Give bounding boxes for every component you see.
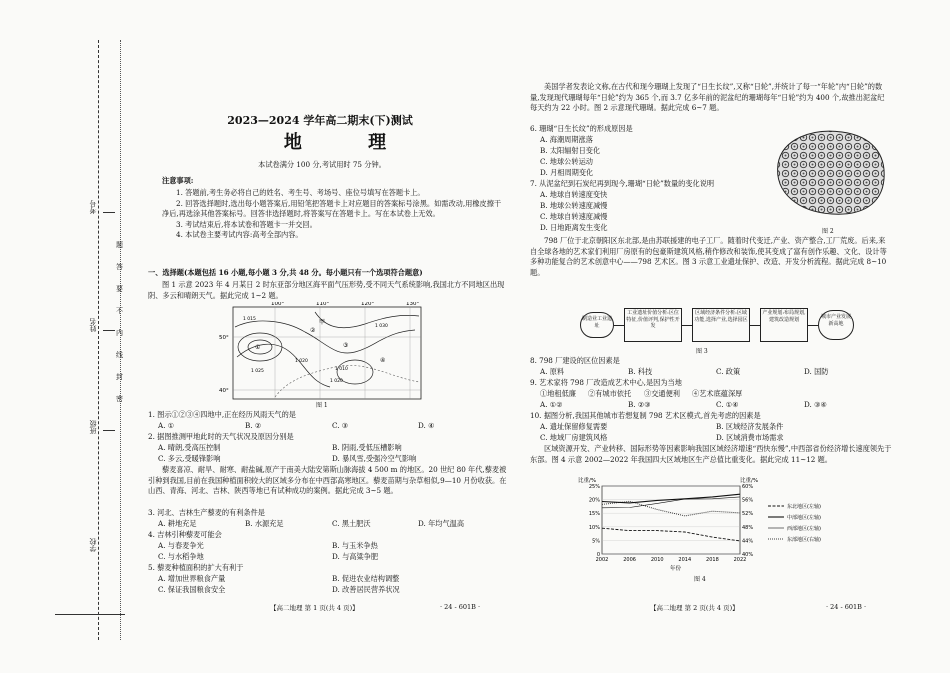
y-right-tick-label: 40% bbox=[742, 552, 754, 558]
x-tick-label: 2010 bbox=[650, 557, 664, 563]
y-right-tick-label: 56% bbox=[742, 497, 754, 504]
intro-q6-7: 美国学者发表论文称,在古代和现今珊瑚上发现了“日生长纹”,又称“日轮”,并统计了每一“年轮”内“日轮”的数量,发现现代珊瑚每年“日轮”约为 365 个,而 3.7 亿多年前的泥盆纪的珊瑚每年“日轮”约为 400 个,故推出泥盆纪每天约为 22 小时。图 2 示意现代珊瑚。据此完成 6~7 题。 bbox=[530, 82, 885, 113]
q1-option-b[interactable]: B. ② bbox=[245, 421, 262, 430]
q4-option-a[interactable]: A. 与春麦争光 bbox=[158, 541, 204, 550]
x-tick-label: 2018 bbox=[706, 557, 719, 563]
x-tick-label: 2006 bbox=[623, 557, 636, 563]
q10-option-a[interactable]: A. 遗址保留修复需要 bbox=[540, 422, 608, 431]
score-note: 本试卷满分 100 分,考试用时 75 分钟。 bbox=[258, 160, 386, 169]
notice-item: 1. 答题前,考生务必将自己的姓名、考生号、考场号、座位号填写在答题卡上。 bbox=[176, 188, 425, 197]
q9-option-d[interactable]: D. ③④ bbox=[804, 400, 827, 409]
flow-node-start: 制造业工业遗址 bbox=[580, 312, 614, 338]
legend-label: 中部地区(左轴) bbox=[787, 515, 821, 521]
isobar-value: 1 020 bbox=[295, 359, 308, 364]
q10-option-d[interactable]: D. 区域消费市场需求 bbox=[716, 433, 784, 442]
question-2: 2. 据图推测甲地此时的天气状况及原因分别是 bbox=[148, 432, 294, 441]
subject-title: 地 理 bbox=[283, 132, 417, 153]
question-4: 4. 吉林引种藜麦可能会 bbox=[148, 530, 222, 539]
q3-option-b[interactable]: B. 水源充足 bbox=[245, 519, 284, 528]
section-heading: 一、选择题(本题包括 16 小题,每小题 3 分,共 48 分。每小题只有一个选项符合题意) bbox=[148, 268, 423, 277]
question-1: 1. 图示①②③④四地中,正在经历风雨天气的是 bbox=[148, 410, 296, 419]
figure-3-flowchart bbox=[580, 308, 860, 344]
q4-option-b[interactable]: B. 与玉米争热 bbox=[332, 541, 378, 550]
q7-option-c[interactable]: C. 地球自转速度减慢 bbox=[540, 212, 608, 221]
question-9: 9. 艺术家将 798 厂改造成艺术中心,是因为当地 bbox=[530, 378, 682, 387]
q2-option-c[interactable]: C. 多云,受暖锋影响 bbox=[158, 454, 221, 463]
class-label: 班级 bbox=[89, 420, 97, 434]
seal-line-char: 线 bbox=[116, 351, 123, 359]
q8-option-b[interactable]: B. 科技 bbox=[628, 367, 653, 376]
question-7: 7. 从泥盆纪到石炭纪再到现今,珊瑚“日轮”数量的变化说明 bbox=[530, 179, 715, 188]
page-1-code: · 24 - 601B · bbox=[440, 603, 481, 611]
flow-arrow bbox=[808, 325, 818, 326]
page-2-footer: 【高二地理 第 2 页(共 4 页)】 bbox=[650, 604, 739, 612]
station-marker: ④ bbox=[380, 357, 386, 364]
lon-label: 100° bbox=[271, 302, 285, 307]
exam-number-label: 考号 bbox=[89, 200, 97, 214]
q7-option-d[interactable]: D. 日地距离发生变化 bbox=[540, 223, 608, 232]
notice-item: 4. 本试卷主要考试内容:高考全部内容。 bbox=[176, 230, 303, 240]
q2-option-d[interactable]: D. 暴风雪,受强冷空气影响 bbox=[332, 454, 417, 463]
figure-2-caption: 图 2 bbox=[822, 228, 834, 235]
figure-2-coral-image bbox=[772, 124, 890, 224]
q9-item-2: ②有城市依托 bbox=[588, 389, 632, 398]
x-axis-label: 年份 bbox=[670, 566, 682, 572]
question-10: 10. 据图分析,我国其他城市若想复制 798 艺术区模式,首先考虑的因素是 bbox=[530, 411, 761, 420]
q7-option-b[interactable]: B. 地球公转速度减慢 bbox=[540, 201, 608, 210]
exam-number-blank bbox=[103, 212, 115, 213]
figure-3-caption: 图 3 bbox=[696, 348, 708, 355]
q3-option-a[interactable]: A. 耕地充足 bbox=[158, 519, 197, 528]
question-6: 6. 珊瑚“日生长纹”的形成原因是 bbox=[530, 124, 633, 133]
q4-option-c[interactable]: C. 与水稻争地 bbox=[158, 552, 204, 561]
lat-label: 50° bbox=[219, 335, 229, 341]
x-tick-label: 2022 bbox=[733, 557, 747, 563]
isobar-value: 1 020 bbox=[330, 379, 343, 384]
seal-line-char: 题 bbox=[116, 241, 123, 249]
lon-label: 110° bbox=[316, 302, 330, 307]
series-line bbox=[602, 501, 740, 516]
seal-line-char: 不 bbox=[116, 307, 123, 315]
school-label: 学校 bbox=[89, 538, 97, 552]
question-8: 8. 798 厂建设的区位因素是 bbox=[530, 356, 620, 365]
binding-line bbox=[98, 40, 99, 640]
flow-node-economic-analysis: 区域经济条件分析:区域功能,选择产业,选择园区 bbox=[692, 308, 750, 342]
q2-option-b[interactable]: B. 阴雨,受低压槽影响 bbox=[332, 443, 402, 452]
class-blank bbox=[103, 430, 115, 431]
y-left-tick-label: 5% bbox=[592, 538, 600, 545]
q3-option-d[interactable]: D. 年均气温高 bbox=[418, 519, 465, 528]
q9-option-b[interactable]: B. ②③ bbox=[628, 400, 651, 409]
name-label: 姓名 bbox=[89, 318, 97, 332]
figure-4-line-chart bbox=[572, 474, 862, 572]
intro-q1-2: 图 1 示意 2023 年 4 月某日 2 时东亚部分地区海平面气压形势,受不同天气系统影响,我国北方不同地区出现阴、多云和晴朗天气。据此完成 1~2 题。 bbox=[148, 280, 505, 300]
y-axis-left-label: 比重/% bbox=[578, 478, 597, 484]
station-marker: ③ bbox=[343, 342, 349, 349]
seal-line-char: 封 bbox=[116, 373, 123, 381]
exam-title: 2023—2024 学年高二期末(下)测试 bbox=[227, 114, 413, 127]
y-right-tick-label: 48% bbox=[742, 524, 754, 531]
figure-1-caption: 图 1 bbox=[316, 402, 328, 409]
flow-arrow bbox=[750, 325, 760, 326]
notice-heading: 注意事项: bbox=[162, 176, 194, 185]
margin-rule bbox=[55, 614, 125, 615]
figure-1-isobar-map bbox=[215, 302, 425, 404]
y-left-tick-label: 0 bbox=[596, 552, 600, 558]
y-left-tick-label: 20% bbox=[588, 497, 600, 504]
q1-option-c[interactable]: C. ③ bbox=[332, 421, 349, 430]
station-marker: ② bbox=[310, 327, 316, 334]
q9-item-1: ①地租低廉 bbox=[540, 389, 576, 398]
q9-option-c[interactable]: C. ①④ bbox=[716, 400, 739, 409]
q2-option-a[interactable]: A. 晴朗,受高压控制 bbox=[158, 443, 221, 452]
legend-label: 东北地区(左轴) bbox=[787, 504, 821, 510]
y-axis-right-label: 比重/% bbox=[740, 478, 759, 484]
legend-label: 东部地区(右轴) bbox=[787, 537, 821, 543]
seal-line-char: 答 bbox=[116, 263, 123, 271]
q5-option-c[interactable]: C. 保证我国粮食安全 bbox=[158, 585, 226, 594]
flow-arrow bbox=[614, 325, 624, 326]
y-left-tick-label: 10% bbox=[588, 524, 600, 531]
intro-q3-5: 藜麦喜凉、耐旱、耐寒、耐盐碱,原产于南美大陆安第斯山脉海拔 4 500 m 的地区。20 世纪 80 年代,藜麦被引种到我国,目前在我国种植面积较大的区域多分布在中西部高寒地区。藜麦苗期与杂草相似,9—10 月份收获。在山西、青海、河北、吉林、陕西等地已有试种成功的案例。据此完成 3~5 题。 bbox=[148, 465, 507, 496]
notice-item: 3. 考试结束后,将本试卷和答题卡一并交回。 bbox=[176, 219, 317, 229]
lon-label: 120° bbox=[361, 302, 375, 307]
legend-label: 西部地区(左轴) bbox=[787, 526, 821, 532]
q5-option-a[interactable]: A. 增加世界粮食产量 bbox=[158, 574, 226, 583]
q6-option-b[interactable]: B. 太阳辐射日变化 bbox=[540, 146, 601, 155]
q10-option-b[interactable]: B. 区域经济发展条件 bbox=[716, 422, 784, 431]
lon-label: 130° bbox=[406, 302, 420, 307]
isobar-value: 1 025 bbox=[251, 369, 264, 374]
question-5: 5. 藜麦种植面积的扩大有利于 bbox=[148, 563, 244, 572]
q6-option-c[interactable]: C. 地球公转运动 bbox=[540, 157, 593, 166]
intro-q8-10: 798 厂位于北京朝阳区东北部,是由苏联援建的电子工厂。随着时代变迁,产业、资产整合,工厂荒废。后来,来自全球各地的艺术家们利用厂房原有的包豪斯建筑风格,稍作修改和装饰,使其变成了富有创作乐趣、文化、设计等多种功能复合的艺术创意中心——798 艺术区。图 3 示意工业遗址保护、改造、开发分析流程。据此完成 8~10 题。 bbox=[530, 236, 889, 277]
isobar-value: 1 010 bbox=[335, 367, 348, 372]
seal-line-char: 密 bbox=[116, 395, 123, 403]
q10-option-c[interactable]: C. 地域厂房建筑风格 bbox=[540, 433, 608, 442]
y-right-tick-label: 60% bbox=[742, 484, 754, 490]
page-2-code: · 24 - 601B · bbox=[826, 603, 867, 611]
q7-option-a[interactable]: A. 地球自转速度变快 bbox=[540, 190, 608, 199]
q9-item-4: ④艺术底蕴深厚 bbox=[692, 389, 743, 398]
station-marker: ① bbox=[255, 344, 261, 351]
lat-label: 40° bbox=[219, 388, 229, 394]
x-tick-label: 2014 bbox=[678, 557, 692, 563]
q4-option-d[interactable]: D. 与高粱争肥 bbox=[332, 552, 379, 561]
notice-list bbox=[162, 188, 502, 241]
isobar-value: 1 030 bbox=[375, 324, 388, 329]
q6-option-a[interactable]: A. 海潮周期涨落 bbox=[540, 135, 593, 144]
q8-option-d[interactable]: D. 国防 bbox=[804, 367, 829, 376]
isobar-value: 1 015 bbox=[243, 317, 256, 322]
name-blank bbox=[103, 330, 115, 331]
y-right-tick-label: 44% bbox=[742, 538, 754, 545]
seal-line bbox=[120, 40, 121, 640]
q9-option-a[interactable]: A. ①② bbox=[540, 400, 563, 409]
flow-node-planning: 产业规划:布局规划,建筑改造规划 bbox=[760, 308, 808, 342]
figure-4-caption: 图 4 bbox=[694, 576, 706, 583]
notice-item: 2. 回答选择题时,选出每小题答案后,用铅笔把答题卡上对应题目的答案标号涂黑。如需改动,用橡皮擦干净后,再选涂其他答案标号。回答非选择题时,将答案写在答题卡上。写在本试卷上无效。 bbox=[162, 198, 502, 219]
y-right-tick-label: 52% bbox=[742, 511, 754, 518]
q1-option-d[interactable]: D. ④ bbox=[418, 421, 435, 430]
q8-option-c[interactable]: C. 政策 bbox=[716, 367, 741, 376]
page-1-footer: 【高二地理 第 1 页(共 4 页)】 bbox=[270, 604, 359, 612]
x-tick-label: 2002 bbox=[595, 557, 609, 563]
y-left-tick-label: 25% bbox=[588, 484, 600, 490]
series-line bbox=[602, 528, 740, 541]
q5-option-b[interactable]: B. 促进农业结构调整 bbox=[332, 574, 400, 583]
y-left-tick-label: 15% bbox=[588, 511, 600, 518]
q6-option-d[interactable]: D. 月相周期变化 bbox=[540, 168, 594, 177]
q1-option-a[interactable]: A. ① bbox=[158, 421, 175, 430]
q8-option-a[interactable]: A. 原料 bbox=[540, 367, 565, 376]
flow-node-end: 城市产业发展新高地 bbox=[818, 310, 854, 340]
q5-option-d[interactable]: D. 改善居民营养状况 bbox=[332, 585, 400, 594]
q3-option-c[interactable]: C. 黑土肥沃 bbox=[332, 519, 371, 528]
flow-node-value-analysis: 工业遗址价值分析:区位特征,价值评判,保护性开发 bbox=[624, 308, 682, 342]
intro-q11-12: 区域资源开发、产业转移、国际形势等因素影响我国区域经济增速“西快东慢”,中西部省份经济增长速度领先于东部。图 4 示意 2002—2022 年我国四大区域地区生产总值比重变化。据此完成 11~12 题。 bbox=[530, 444, 892, 464]
question-3: 3. 河北、吉林生产藜麦的有利条件是 bbox=[148, 508, 265, 517]
q9-item-3: ③交通便利 bbox=[644, 389, 680, 398]
station-marker: 甲 bbox=[319, 319, 326, 326]
seal-line-char: 内 bbox=[116, 329, 123, 337]
flow-arrow bbox=[682, 325, 692, 326]
seal-line-char: 要 bbox=[116, 285, 123, 293]
